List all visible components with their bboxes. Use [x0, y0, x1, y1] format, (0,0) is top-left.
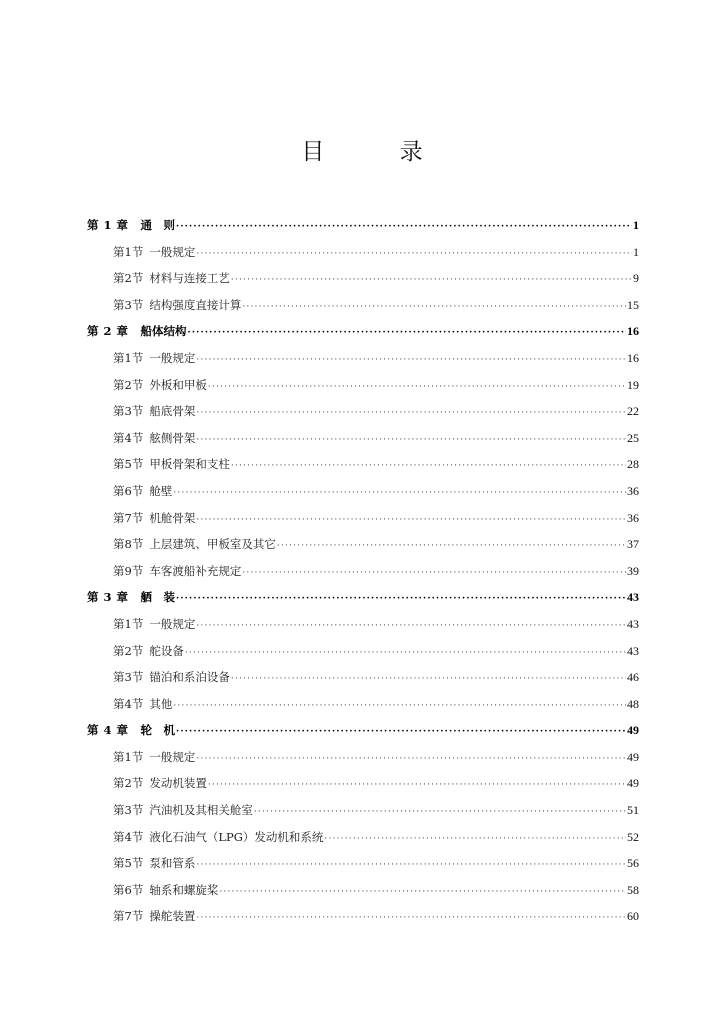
toc-chapter-entry[interactable] [87, 717, 639, 744]
toc-section-entry[interactable] [87, 744, 639, 771]
toc-entry-page-number: 56 [627, 856, 639, 871]
toc-entry-title: 操舵装置 [149, 909, 196, 924]
toc-entry-number: 第5节 [113, 457, 144, 472]
dot-leader [231, 453, 626, 480]
dot-leader [196, 852, 626, 879]
toc-entry-page-number: 9 [633, 271, 639, 286]
toc-section-entry[interactable] [87, 638, 639, 665]
toc-entry-page-number: 48 [627, 696, 639, 711]
dot-leader [196, 507, 626, 534]
toc-entry-number: 第3节 [113, 404, 144, 419]
toc-section-entry[interactable] [87, 691, 639, 718]
toc-entry-title: 一般规定 [149, 749, 196, 764]
toc-entry-title: 一般规定 [149, 244, 196, 259]
dot-leader [254, 799, 626, 826]
toc-entry-title: 外板和甲板 [149, 377, 207, 392]
toc-entry-page-number: 36 [627, 483, 639, 498]
toc-section-entry[interactable] [87, 505, 639, 532]
toc-entry-page-number: 43 [627, 616, 639, 631]
dot-leader [231, 666, 626, 693]
toc-entry-page-number: 16 [627, 324, 639, 339]
dot-leader [219, 879, 626, 906]
toc-section-entry[interactable] [87, 558, 639, 585]
toc-entry-page-number: 22 [627, 404, 639, 419]
table-of-contents [87, 212, 639, 930]
dot-leader [242, 294, 626, 321]
toc-entry-title: 轴系和螺旋桨 [149, 882, 219, 897]
toc-section-entry[interactable] [87, 770, 639, 797]
toc-entry-page-number: 52 [627, 829, 639, 844]
toc-entry-page-number: 1 [633, 244, 639, 259]
toc-entry-page-number: 58 [627, 882, 639, 897]
toc-section-entry[interactable] [87, 239, 639, 266]
dot-leader [173, 693, 626, 720]
toc-entry-number: 第2节 [113, 776, 144, 791]
toc-entry-number: 第2节 [113, 377, 144, 392]
toc-entry-title: 泵和管系 [149, 856, 196, 871]
toc-entry-title: 机舱骨架 [149, 510, 196, 525]
toc-section-entry[interactable] [87, 877, 639, 904]
dot-leader [208, 772, 626, 799]
toc-section-entry[interactable] [87, 292, 639, 319]
toc-entry-title: 其他 [149, 696, 173, 711]
dot-leader [208, 374, 626, 401]
toc-section-entry[interactable] [87, 797, 639, 824]
toc-entry-title: 锚泊和系泊设备 [149, 670, 230, 685]
toc-section-entry[interactable] [87, 850, 639, 877]
toc-entry-title: 汽油机及其相关舱室 [149, 803, 253, 818]
toc-entry-number: 第 1 章 [87, 218, 129, 232]
toc-entry-number: 第1节 [113, 749, 144, 764]
toc-section-entry[interactable] [87, 478, 639, 505]
toc-entry-page-number: 43 [627, 643, 639, 658]
toc-entry-page-number: 46 [627, 670, 639, 685]
dot-leader [196, 613, 626, 640]
toc-entry-number: 第1节 [113, 616, 144, 631]
dot-leader [173, 480, 626, 507]
dot-leader [196, 905, 626, 932]
toc-section-entry[interactable] [87, 451, 639, 478]
toc-entry-page-number: 28 [627, 457, 639, 472]
toc-entry-page-number: 51 [627, 803, 639, 818]
toc-entry-title: 一般规定 [149, 616, 196, 631]
toc-entry-title: 结构强度直接计算 [149, 297, 242, 312]
toc-entry-title: 甲板骨架和支柱 [149, 457, 230, 472]
dot-leader [196, 347, 626, 374]
toc-entry-page-number: 1 [633, 218, 639, 232]
dot-leader [196, 427, 626, 454]
toc-entry-number: 第3节 [113, 670, 144, 685]
toc-entry-page-number: 37 [627, 537, 639, 552]
dot-leader [324, 826, 626, 853]
toc-section-entry[interactable] [87, 398, 639, 425]
toc-section-entry[interactable] [87, 345, 639, 372]
dot-leader [176, 719, 626, 746]
toc-entry-page-number: 16 [627, 350, 639, 365]
dot-leader [242, 560, 626, 587]
toc-entry-number: 第4节 [113, 696, 144, 711]
toc-entry-title: 舱壁 [149, 483, 173, 498]
dot-leader [196, 241, 632, 268]
toc-chapter-entry[interactable] [87, 212, 639, 239]
toc-entry-number: 第4节 [113, 430, 144, 445]
toc-entry-number: 第2节 [113, 271, 144, 286]
toc-entry-number: 第 4 章 [87, 723, 129, 738]
toc-entry-number: 第1节 [113, 244, 144, 259]
toc-chapter-entry[interactable] [87, 318, 639, 345]
toc-entry-number: 第6节 [113, 882, 144, 897]
toc-entry-title: 舵设备 [149, 643, 184, 658]
toc-entry-page-number: 39 [627, 563, 639, 578]
toc-entry-title: 船底骨架 [149, 404, 196, 419]
toc-entry-page-number: 49 [627, 723, 639, 738]
toc-entry-title: 上层建筑、甲板室及其它 [149, 537, 276, 552]
toc-entry-number: 第7节 [113, 510, 144, 525]
toc-entry-number: 第9节 [113, 563, 144, 578]
toc-entry-title: 轮 机 [140, 723, 176, 738]
toc-entry-title: 一般规定 [149, 350, 196, 365]
dot-leader [196, 400, 626, 427]
toc-entry-number: 第 3 章 [87, 590, 129, 605]
dot-leader [185, 640, 626, 667]
toc-entry-number: 第8节 [113, 537, 144, 552]
toc-entry-number: 第3节 [113, 803, 144, 818]
toc-entry-title: 通 则 [140, 218, 176, 232]
toc-entry-page-number: 15 [627, 297, 639, 312]
toc-entry-number: 第7节 [113, 909, 144, 924]
toc-entry-page-number: 43 [627, 590, 639, 605]
toc-entry-title: 舷侧骨架 [149, 430, 196, 445]
page-title: 目 录 [301, 139, 457, 165]
toc-entry-page-number: 49 [627, 776, 639, 791]
toc-entry-title: 舾 装 [140, 590, 176, 605]
dot-leader [277, 533, 626, 560]
toc-section-entry[interactable] [87, 425, 639, 452]
toc-entry-number: 第5节 [113, 856, 144, 871]
toc-section-entry[interactable] [87, 265, 639, 292]
toc-entry-page-number: 49 [627, 749, 639, 764]
toc-entry-number: 第1节 [113, 350, 144, 365]
dot-leader [188, 320, 626, 347]
toc-section-entry[interactable] [87, 903, 639, 930]
dot-leader [176, 214, 632, 241]
toc-entry-number: 第6节 [113, 483, 144, 498]
dot-leader [176, 586, 626, 613]
toc-section-entry[interactable] [87, 824, 639, 851]
toc-entry-number: 第3节 [113, 297, 144, 312]
toc-entry-page-number: 19 [627, 377, 639, 392]
toc-entry-title: 发动机装置 [149, 776, 207, 791]
toc-entry-title: 液化石油气（LPG）发动机和系统 [149, 829, 324, 844]
toc-entry-title: 材料与连接工艺 [149, 271, 230, 286]
dot-leader [196, 746, 626, 773]
toc-entry-number: 第4节 [113, 829, 144, 844]
toc-entry-page-number: 25 [627, 430, 639, 445]
toc-entry-title: 船体结构 [140, 324, 187, 339]
toc-entry-page-number: 60 [627, 909, 639, 924]
dot-leader [231, 267, 632, 294]
toc-entry-number: 第2节 [113, 643, 144, 658]
toc-section-entry[interactable] [87, 531, 639, 558]
toc-section-entry[interactable] [87, 664, 639, 691]
toc-entry-number: 第 2 章 [87, 324, 129, 339]
toc-section-entry[interactable] [87, 611, 639, 638]
toc-entry-page-number: 36 [627, 510, 639, 525]
toc-section-entry[interactable] [87, 372, 639, 399]
toc-chapter-entry[interactable] [87, 584, 639, 611]
toc-entry-title: 车客渡船补充规定 [149, 563, 242, 578]
